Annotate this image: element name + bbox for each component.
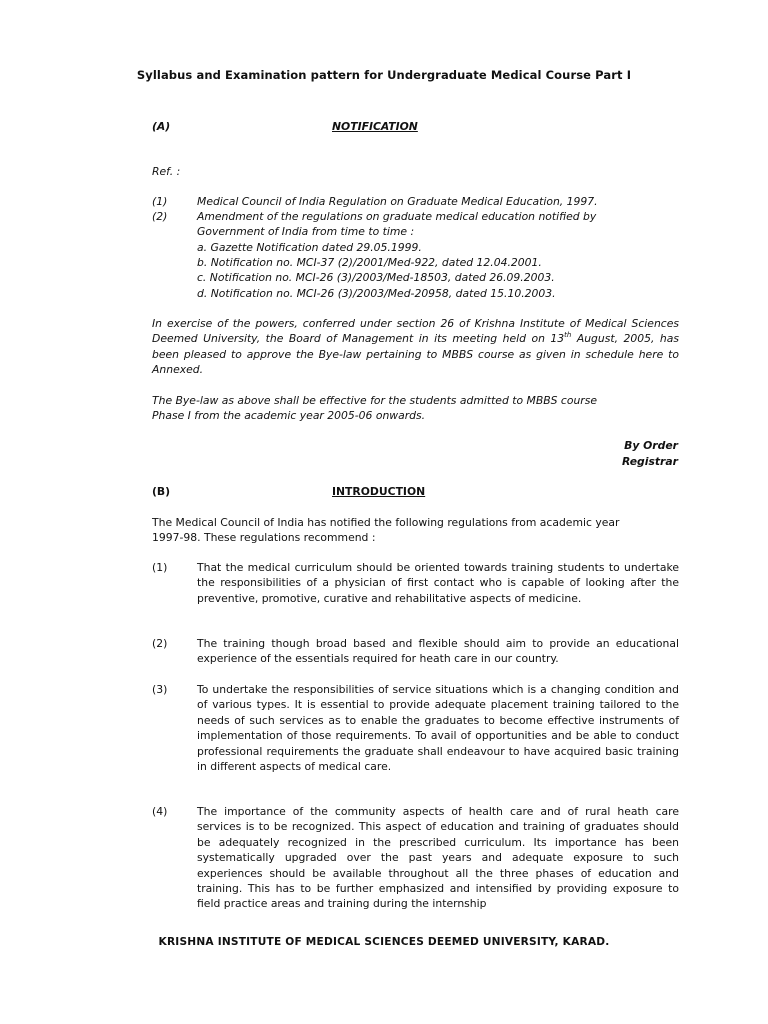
subref-c: c. Notification no. MCI-26 (3)/2003/Med-18503, dated 26.09.2003. [197, 271, 555, 284]
ordinal-suffix: th [564, 331, 572, 340]
notification-heading: NOTIFICATION [332, 120, 418, 133]
ref-text-2-line1: Amendment of the regulations on graduate medical education notified by [197, 210, 597, 223]
effective-paragraph-line2: Phase I from the academic year 2005-06 onwards. [152, 409, 426, 422]
ref-number-2: (2) [152, 210, 168, 223]
item-number-1: (1) [152, 561, 168, 574]
item-text-3: To undertake the responsibilities of service situations which is a changing condition and of various types. It is essential to provide adequate placement training tailored to the needs of such services as to enable the graduates to become effective instruments of implementation of those requirements. To avail of opportunities and be able to conduct professional requirements the graduate shall endeavour to have acquired basic training in different aspects of medical care. [197, 683, 679, 774]
item-text-2: The training though broad based and flexible should aim to provide an educational experience of the essentials required for heath care in our country. [197, 637, 679, 666]
effective-paragraph-line1: The Bye-law as above shall be effective for the students admitted to MBBS course [152, 394, 598, 407]
item-number-2: (2) [152, 637, 168, 650]
intro-line2: 1997-98. These regulations recommend : [152, 531, 376, 544]
subref-d: d. Notification no. MCI-26 (3)/2003/Med-20958, dated 15.10.2003. [197, 287, 556, 300]
sign-by-order: By Order [624, 439, 678, 452]
ref-number-1: (1) [152, 195, 168, 208]
exercise-paragraph [152, 316, 679, 378]
section-a-label: (A) [152, 120, 171, 133]
exercise-paragraph-part1: In exercise of the powers, conferred under section 26 of Krishna Institute of Medical Sciences Deemed University, the Board of Management in its meeting held on 13 [152, 317, 679, 346]
item-text-4: The importance of the community aspects of health care and of rural heath care services is to be recognized. This aspect of education and training of graduates should be adequately recognized in the prescribed curriculum. Its importance has been systematically upgraded over the past years and adequate exposure to such experiences should be available throughout all the three phases of education and training. This has to be further emphasized and intensified by providing exposure to field practice areas and training during the internship [197, 805, 679, 911]
exercise-paragraph-part2: August, 2005, has been pleased to approve the Bye-law pertaining to MBBS course as given in schedule here to Annexed. [152, 332, 679, 377]
page-title: Syllabus and Examination pattern for Undergraduate Medical Course Part I [136, 68, 632, 82]
introduction-heading: INTRODUCTION [332, 485, 426, 498]
item-text-1: That the medical curriculum should be oriented towards training students to undertake the responsibilities of a physician of first contact who is capable of looking after the preventive, promotive, curative and rehabilitative aspects of medicine. [197, 561, 679, 605]
ref-label: Ref. : [152, 165, 181, 178]
sign-registrar: Registrar [621, 455, 678, 468]
subref-a: a. Gazette Notification dated 29.05.1999. [197, 241, 422, 254]
item-number-3: (3) [152, 683, 168, 696]
item-number-4: (4) [152, 805, 168, 818]
ref-text-1: Medical Council of India Regulation on Graduate Medical Education, 1997. [197, 195, 598, 208]
subref-b: b. Notification no. MCI-37 (2)/2001/Med-922, dated 12.04.2001. [197, 256, 542, 269]
intro-line1: The Medical Council of India has notified the following regulations from academic year [152, 516, 620, 529]
ref-text-2-line2: Government of India from time to time : [197, 225, 415, 238]
page-footer: KRISHNA INSTITUTE OF MEDICAL SCIENCES DEEMED UNIVERSITY, KARAD. [158, 936, 610, 948]
section-b-label: (B) [152, 485, 171, 498]
